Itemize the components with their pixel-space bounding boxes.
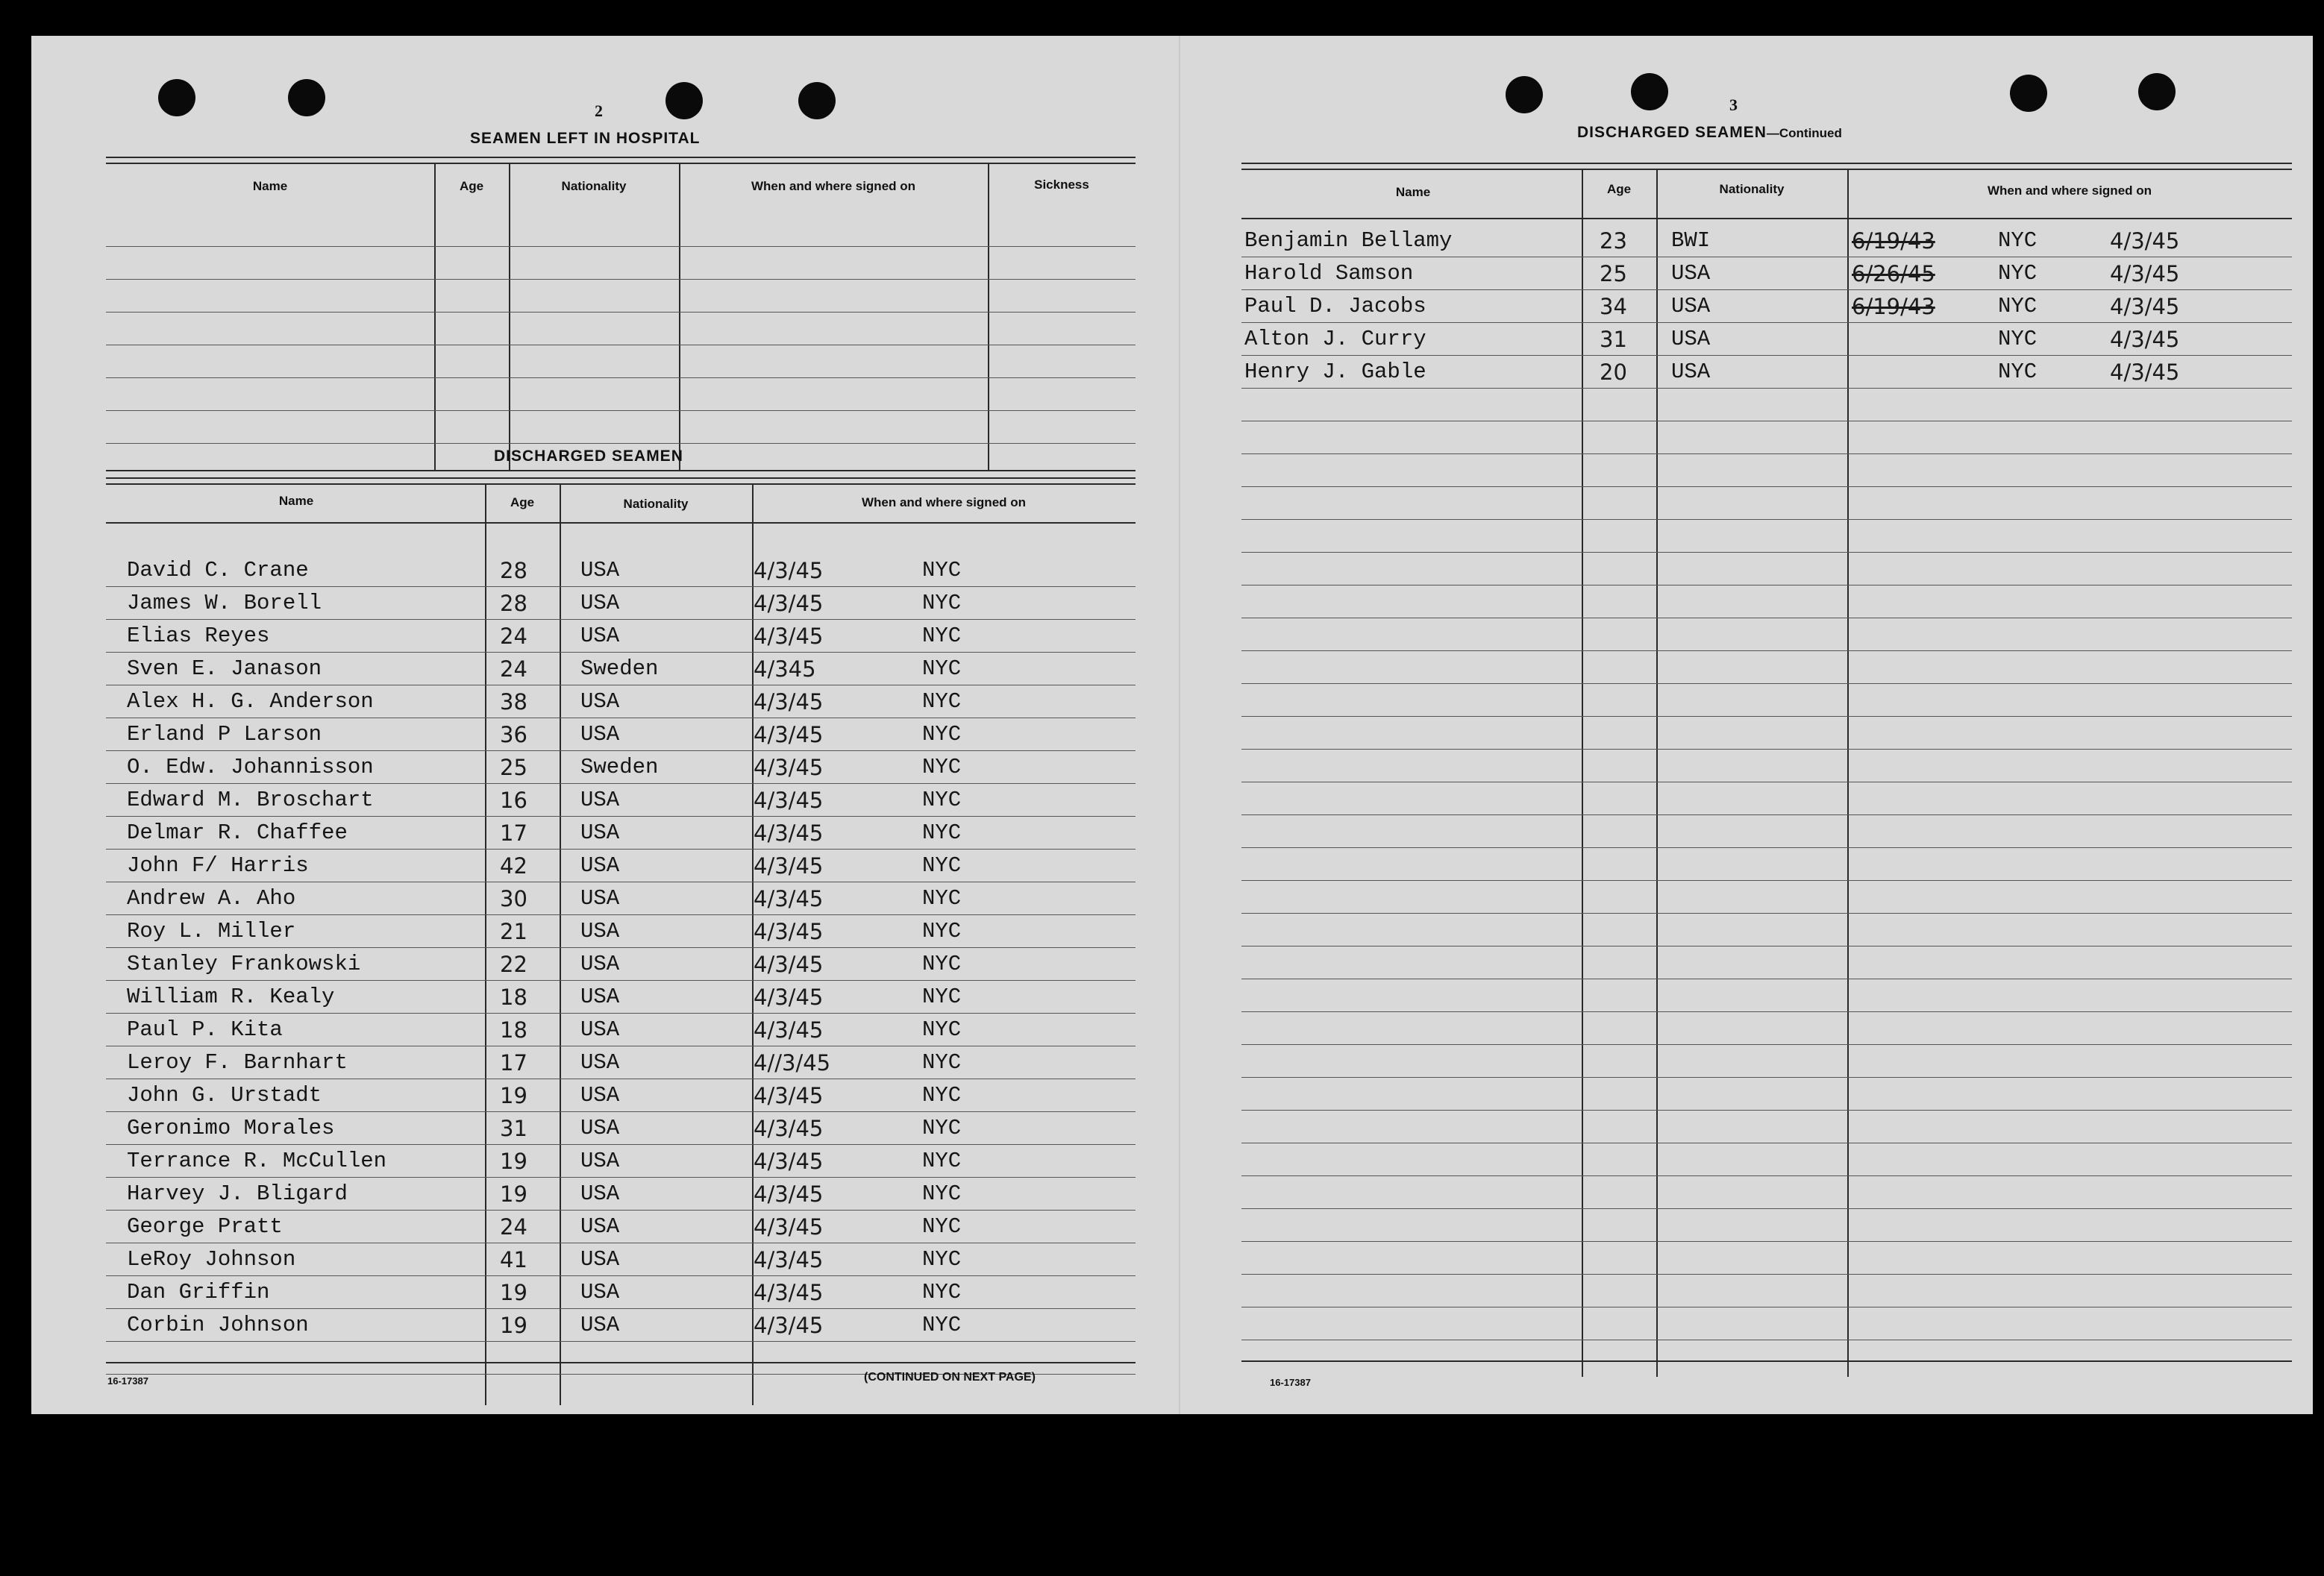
signed-on-place: NYC	[1998, 327, 2038, 351]
table-rule	[1241, 218, 2292, 219]
seaman-nationality: USA	[580, 1083, 620, 1108]
row-rule	[106, 279, 1136, 280]
seaman-name: Delmar R. Chaffee	[127, 820, 348, 845]
row-rule	[1241, 1011, 2292, 1012]
signed-on-date: 4/3/45	[754, 591, 824, 616]
signed-on-place: NYC	[922, 1149, 962, 1173]
row-rule	[1241, 1274, 2292, 1275]
seaman-age: 34	[1600, 294, 1627, 319]
row-rule	[106, 312, 1136, 313]
punch-hole	[665, 82, 703, 119]
column-header-name: Name	[1395, 185, 1431, 199]
seaman-nationality: USA	[580, 788, 620, 812]
signed-on-date: 4/3/45	[754, 1116, 824, 1141]
punch-hole	[288, 79, 325, 116]
signed-on-date: 4/3/45	[754, 1280, 824, 1305]
seaman-age: 23	[1600, 228, 1627, 254]
seaman-nationality: USA	[1671, 327, 1711, 351]
signed-on-place: NYC	[922, 886, 962, 911]
seaman-age: 28	[500, 591, 527, 616]
discharged-section-title: DISCHARGED SEAMEN	[494, 448, 683, 465]
signed-on-place: NYC	[922, 788, 962, 812]
struck-out-date: 6/26/45	[1852, 261, 1935, 286]
seaman-name: Edward M. Broschart	[127, 788, 374, 812]
seaman-name: Corbin Johnson	[127, 1313, 309, 1337]
row-rule	[1241, 486, 2292, 487]
seaman-age: 17	[500, 1050, 527, 1076]
seaman-nationality: USA	[580, 624, 620, 648]
row-rule	[106, 849, 1136, 850]
form-number: 16-17387	[1270, 1377, 1311, 1388]
hospital-section-title: SEAMEN LEFT IN HOSPITAL	[470, 130, 701, 147]
signed-on-date: 4/3/45	[2110, 261, 2180, 286]
seaman-nationality: USA	[1671, 261, 1711, 286]
signed-on-place: NYC	[1998, 360, 2038, 384]
row-rule	[106, 246, 1136, 247]
row-rule	[1241, 814, 2292, 815]
signed-on-place: NYC	[922, 1050, 962, 1075]
signed-on-place: NYC	[922, 1313, 962, 1337]
seaman-age: 16	[500, 788, 527, 813]
signed-on-place: NYC	[922, 1181, 962, 1206]
seaman-name: John G. Urstadt	[127, 1083, 322, 1108]
signed-on-place: NYC	[1998, 294, 2038, 318]
signed-on-place: NYC	[922, 820, 962, 845]
signed-on-date: 4/3/45	[754, 1149, 824, 1174]
signed-on-place: NYC	[922, 853, 962, 878]
seaman-age: 19	[500, 1313, 527, 1338]
continued-title-main: DISCHARGED SEAMEN	[1577, 124, 1767, 141]
seaman-age: 19	[500, 1280, 527, 1305]
seaman-nationality: USA	[580, 952, 620, 976]
seaman-age: 18	[500, 1017, 527, 1043]
continued-title-sub: —Continued	[1766, 126, 1842, 140]
signed-on-place: NYC	[1998, 228, 2038, 253]
column-divider	[1656, 169, 1658, 1377]
signed-on-place: NYC	[1998, 261, 2038, 286]
seaman-age: 41	[500, 1247, 527, 1272]
row-rule	[1241, 1208, 2292, 1209]
signed-on-place: NYC	[922, 1280, 962, 1305]
seaman-name: Benjamin Bellamy	[1244, 228, 1453, 253]
column-divider	[434, 163, 436, 470]
table-rule	[106, 477, 1136, 479]
seaman-nationality: USA	[580, 1050, 620, 1075]
seaman-age: 22	[500, 952, 527, 977]
continued-note: (CONTINUED ON NEXT PAGE)	[864, 1371, 1036, 1384]
signed-on-place: NYC	[922, 1116, 962, 1140]
row-rule	[1241, 1044, 2292, 1045]
row-rule	[106, 947, 1136, 948]
row-rule	[106, 816, 1136, 817]
seaman-age: 38	[500, 689, 527, 715]
signed-on-place: NYC	[922, 919, 962, 944]
left-page	[31, 36, 1180, 1414]
signed-on-date: 4/3/45	[754, 722, 824, 747]
seaman-name: Terrance R. McCullen	[127, 1149, 387, 1173]
signed-on-date: 4/3/45	[754, 985, 824, 1010]
punch-hole	[2138, 73, 2176, 110]
seaman-name: John F/ Harris	[127, 853, 309, 878]
column-divider	[988, 163, 989, 470]
signed-on-date: 4/3/45	[754, 820, 824, 846]
seaman-nationality: USA	[580, 853, 620, 878]
signed-on-place: NYC	[922, 656, 962, 681]
row-rule	[1241, 913, 2292, 914]
signed-on-place: NYC	[922, 689, 962, 714]
seaman-age: 19	[500, 1083, 527, 1108]
row-rule	[106, 652, 1136, 653]
signed-on-date: 4/345	[754, 656, 816, 682]
signed-on-place: NYC	[922, 558, 962, 583]
column-header-signed-on: When and where signed on	[751, 179, 916, 193]
seaman-age: 24	[500, 656, 527, 682]
signed-on-date: 4/3/45	[754, 1181, 824, 1207]
seaman-age: 30	[500, 886, 527, 911]
punch-hole	[1631, 73, 1668, 110]
seaman-name: Stanley Frankowski	[127, 952, 361, 976]
row-rule	[106, 1177, 1136, 1178]
table-rule	[106, 483, 1136, 485]
seaman-nationality: USA	[580, 1313, 620, 1337]
seaman-name: Geronimo Morales	[127, 1116, 335, 1140]
signed-on-date: 4/3/45	[754, 1313, 824, 1338]
signed-on-date: 4/3/45	[2110, 228, 2180, 254]
row-rule	[106, 1341, 1136, 1342]
seaman-name: Harold Samson	[1244, 261, 1414, 286]
row-rule	[1241, 289, 2292, 290]
signed-on-place: NYC	[922, 952, 962, 976]
row-rule	[1241, 519, 2292, 520]
struck-out-date: 6/19/43	[1852, 294, 1935, 319]
seaman-name: Alex H. G. Anderson	[127, 689, 374, 714]
column-divider	[1847, 169, 1849, 1377]
column-divider	[509, 163, 510, 470]
row-rule	[106, 1308, 1136, 1309]
seaman-nationality: USA	[580, 591, 620, 615]
seaman-nationality: USA	[580, 722, 620, 747]
seaman-name: Elias Reyes	[127, 624, 270, 648]
table-rule	[1241, 1360, 2292, 1362]
row-rule	[106, 750, 1136, 751]
table-rule	[106, 163, 1136, 164]
seaman-name: George Pratt	[127, 1214, 283, 1239]
row-rule	[106, 1013, 1136, 1014]
struck-out-date: 6/19/43	[1852, 228, 1935, 254]
seaman-name: Andrew A. Aho	[127, 886, 296, 911]
seaman-age: 24	[500, 1214, 527, 1240]
column-divider	[485, 483, 486, 1405]
column-divider	[1582, 169, 1583, 1377]
row-rule	[1241, 1110, 2292, 1111]
row-rule	[106, 914, 1136, 915]
signed-on-date: 4/3/45	[754, 624, 824, 649]
seaman-name: Paul D. Jacobs	[1244, 294, 1426, 318]
seaman-name: Harvey J. Bligard	[127, 1181, 348, 1206]
column-header-signed-on: When and where signed on	[1987, 183, 2152, 198]
row-rule	[106, 1144, 1136, 1145]
seaman-age: 21	[500, 919, 527, 944]
row-rule	[1241, 1077, 2292, 1078]
row-rule	[106, 1111, 1136, 1112]
row-rule	[1241, 388, 2292, 389]
seaman-nationality: USA	[580, 1214, 620, 1239]
signed-on-date: 4/3/45	[754, 689, 824, 715]
seaman-nationality: BWI	[1671, 228, 1711, 253]
seaman-age: 31	[1600, 327, 1627, 352]
seaman-nationality: USA	[580, 1280, 620, 1305]
seaman-age: 31	[500, 1116, 527, 1141]
row-rule	[1241, 880, 2292, 881]
row-rule	[106, 1210, 1136, 1211]
seaman-name: Roy L. Miller	[127, 919, 296, 944]
signed-on-date: 4//3/45	[754, 1050, 831, 1076]
seaman-nationality: USA	[1671, 294, 1711, 318]
continued-section-title	[1577, 124, 1842, 142]
row-rule	[106, 443, 1136, 444]
seaman-nationality: USA	[580, 919, 620, 944]
seaman-name: Alton J. Curry	[1244, 327, 1426, 351]
column-header-name: Name	[278, 494, 314, 508]
seaman-nationality: USA	[580, 1247, 620, 1272]
punch-hole	[798, 82, 836, 119]
table-rule	[1241, 163, 2292, 164]
row-rule	[1241, 683, 2292, 684]
column-header-age: Age	[459, 179, 484, 193]
form-number: 16-17387	[107, 1375, 148, 1387]
page-number: 3	[1729, 95, 1738, 114]
punch-hole	[1506, 76, 1543, 113]
column-header-name: Name	[252, 179, 288, 193]
seaman-nationality: USA	[580, 1017, 620, 1042]
row-rule	[1241, 1175, 2292, 1176]
signed-on-date: 4/3/45	[2110, 360, 2180, 385]
signed-on-date: 4/3/45	[2110, 327, 2180, 352]
signed-on-date: 4/3/45	[754, 1017, 824, 1043]
seaman-name: Sven E. Janason	[127, 656, 322, 681]
signed-on-date: 4/3/45	[754, 952, 824, 977]
seaman-name: William R. Kealy	[127, 985, 335, 1009]
seaman-nationality: USA	[580, 558, 620, 583]
column-header-signed-on: When and where signed on	[861, 495, 1027, 509]
seaman-name: Dan Griffin	[127, 1280, 270, 1305]
signed-on-date: 4/3/45	[754, 919, 824, 944]
seaman-age: 20	[1600, 360, 1627, 385]
seaman-nationality: Sweden	[580, 755, 659, 779]
seaman-name: Leroy F. Barnhart	[127, 1050, 348, 1075]
row-rule	[1241, 716, 2292, 717]
column-header-nationality: Nationality	[623, 497, 689, 511]
column-divider	[679, 163, 680, 470]
seaman-name: James W. Borell	[127, 591, 322, 615]
signed-on-date: 4/3/45	[2110, 294, 2180, 319]
seaman-nationality: USA	[580, 689, 620, 714]
signed-on-date: 4/3/45	[754, 1247, 824, 1272]
seaman-nationality: USA	[580, 886, 620, 911]
row-rule	[106, 377, 1136, 378]
seaman-nationality: USA	[580, 1116, 620, 1140]
signed-on-date: 4/3/45	[754, 755, 824, 780]
row-rule	[1241, 355, 2292, 356]
seaman-age: 25	[1600, 261, 1627, 286]
signed-on-place: NYC	[922, 1017, 962, 1042]
row-rule	[106, 586, 1136, 587]
seaman-age: 17	[500, 820, 527, 846]
seaman-age: 42	[500, 853, 527, 879]
row-rule	[1241, 552, 2292, 553]
signed-on-date: 4/3/45	[754, 558, 824, 583]
signed-on-date: 4/3/45	[754, 1214, 824, 1240]
signed-on-place: NYC	[922, 591, 962, 615]
row-rule	[1241, 847, 2292, 848]
signed-on-place: NYC	[922, 755, 962, 779]
seaman-nationality: USA	[580, 1149, 620, 1173]
seaman-age: 36	[500, 722, 527, 747]
seaman-age: 19	[500, 1149, 527, 1174]
row-rule	[1241, 749, 2292, 750]
seaman-nationality: USA	[580, 820, 620, 845]
table-rule	[1241, 169, 2292, 170]
row-rule	[1241, 453, 2292, 454]
row-rule	[1241, 650, 2292, 651]
seaman-nationality: Sweden	[580, 656, 659, 681]
table-rule	[106, 470, 1136, 471]
row-rule	[106, 783, 1136, 784]
row-rule	[1241, 322, 2292, 323]
punch-hole	[158, 79, 195, 116]
signed-on-place: NYC	[922, 624, 962, 648]
seaman-name: O. Edw. Johannisson	[127, 755, 374, 779]
signed-on-place: NYC	[922, 1247, 962, 1272]
table-rule	[106, 157, 1136, 158]
seaman-age: 25	[500, 755, 527, 780]
signed-on-place: NYC	[922, 985, 962, 1009]
column-header-nationality: Nationality	[1719, 182, 1785, 196]
punch-hole	[2010, 75, 2047, 112]
column-divider	[560, 483, 561, 1405]
seaman-name: David C. Crane	[127, 558, 309, 583]
seaman-name: LeRoy Johnson	[127, 1247, 296, 1272]
column-header-age: Age	[510, 495, 535, 509]
seaman-nationality: USA	[580, 1181, 620, 1206]
table-rule	[106, 522, 1136, 524]
seaman-nationality: USA	[580, 985, 620, 1009]
signed-on-date: 4/3/45	[754, 853, 824, 879]
row-rule	[106, 619, 1136, 620]
row-rule	[106, 980, 1136, 981]
seaman-age: 24	[500, 624, 527, 649]
signed-on-place: NYC	[922, 722, 962, 747]
signed-on-place: NYC	[922, 1214, 962, 1239]
column-header-sickness: Sickness	[1034, 178, 1089, 192]
seaman-nationality: USA	[1671, 360, 1711, 384]
signed-on-place: NYC	[922, 1083, 962, 1108]
signed-on-date: 4/3/45	[754, 1083, 824, 1108]
signed-on-date: 4/3/45	[754, 886, 824, 911]
row-rule	[106, 1275, 1136, 1276]
column-header-age: Age	[1606, 182, 1632, 196]
row-rule	[106, 410, 1136, 411]
seaman-name: Erland P Larson	[127, 722, 322, 747]
seaman-age: 18	[500, 985, 527, 1010]
scanned-document-sheet	[31, 36, 2313, 1414]
seaman-name: Henry J. Gable	[1244, 360, 1426, 384]
seaman-age: 28	[500, 558, 527, 583]
right-page	[1180, 36, 2313, 1414]
table-rule	[106, 1362, 1136, 1363]
seaman-name: Paul P. Kita	[127, 1017, 283, 1042]
signed-on-date: 4/3/45	[754, 788, 824, 813]
seaman-age: 19	[500, 1181, 527, 1207]
row-rule	[1241, 1241, 2292, 1242]
column-header-nationality: Nationality	[561, 179, 627, 193]
page-number: 2	[595, 101, 603, 120]
